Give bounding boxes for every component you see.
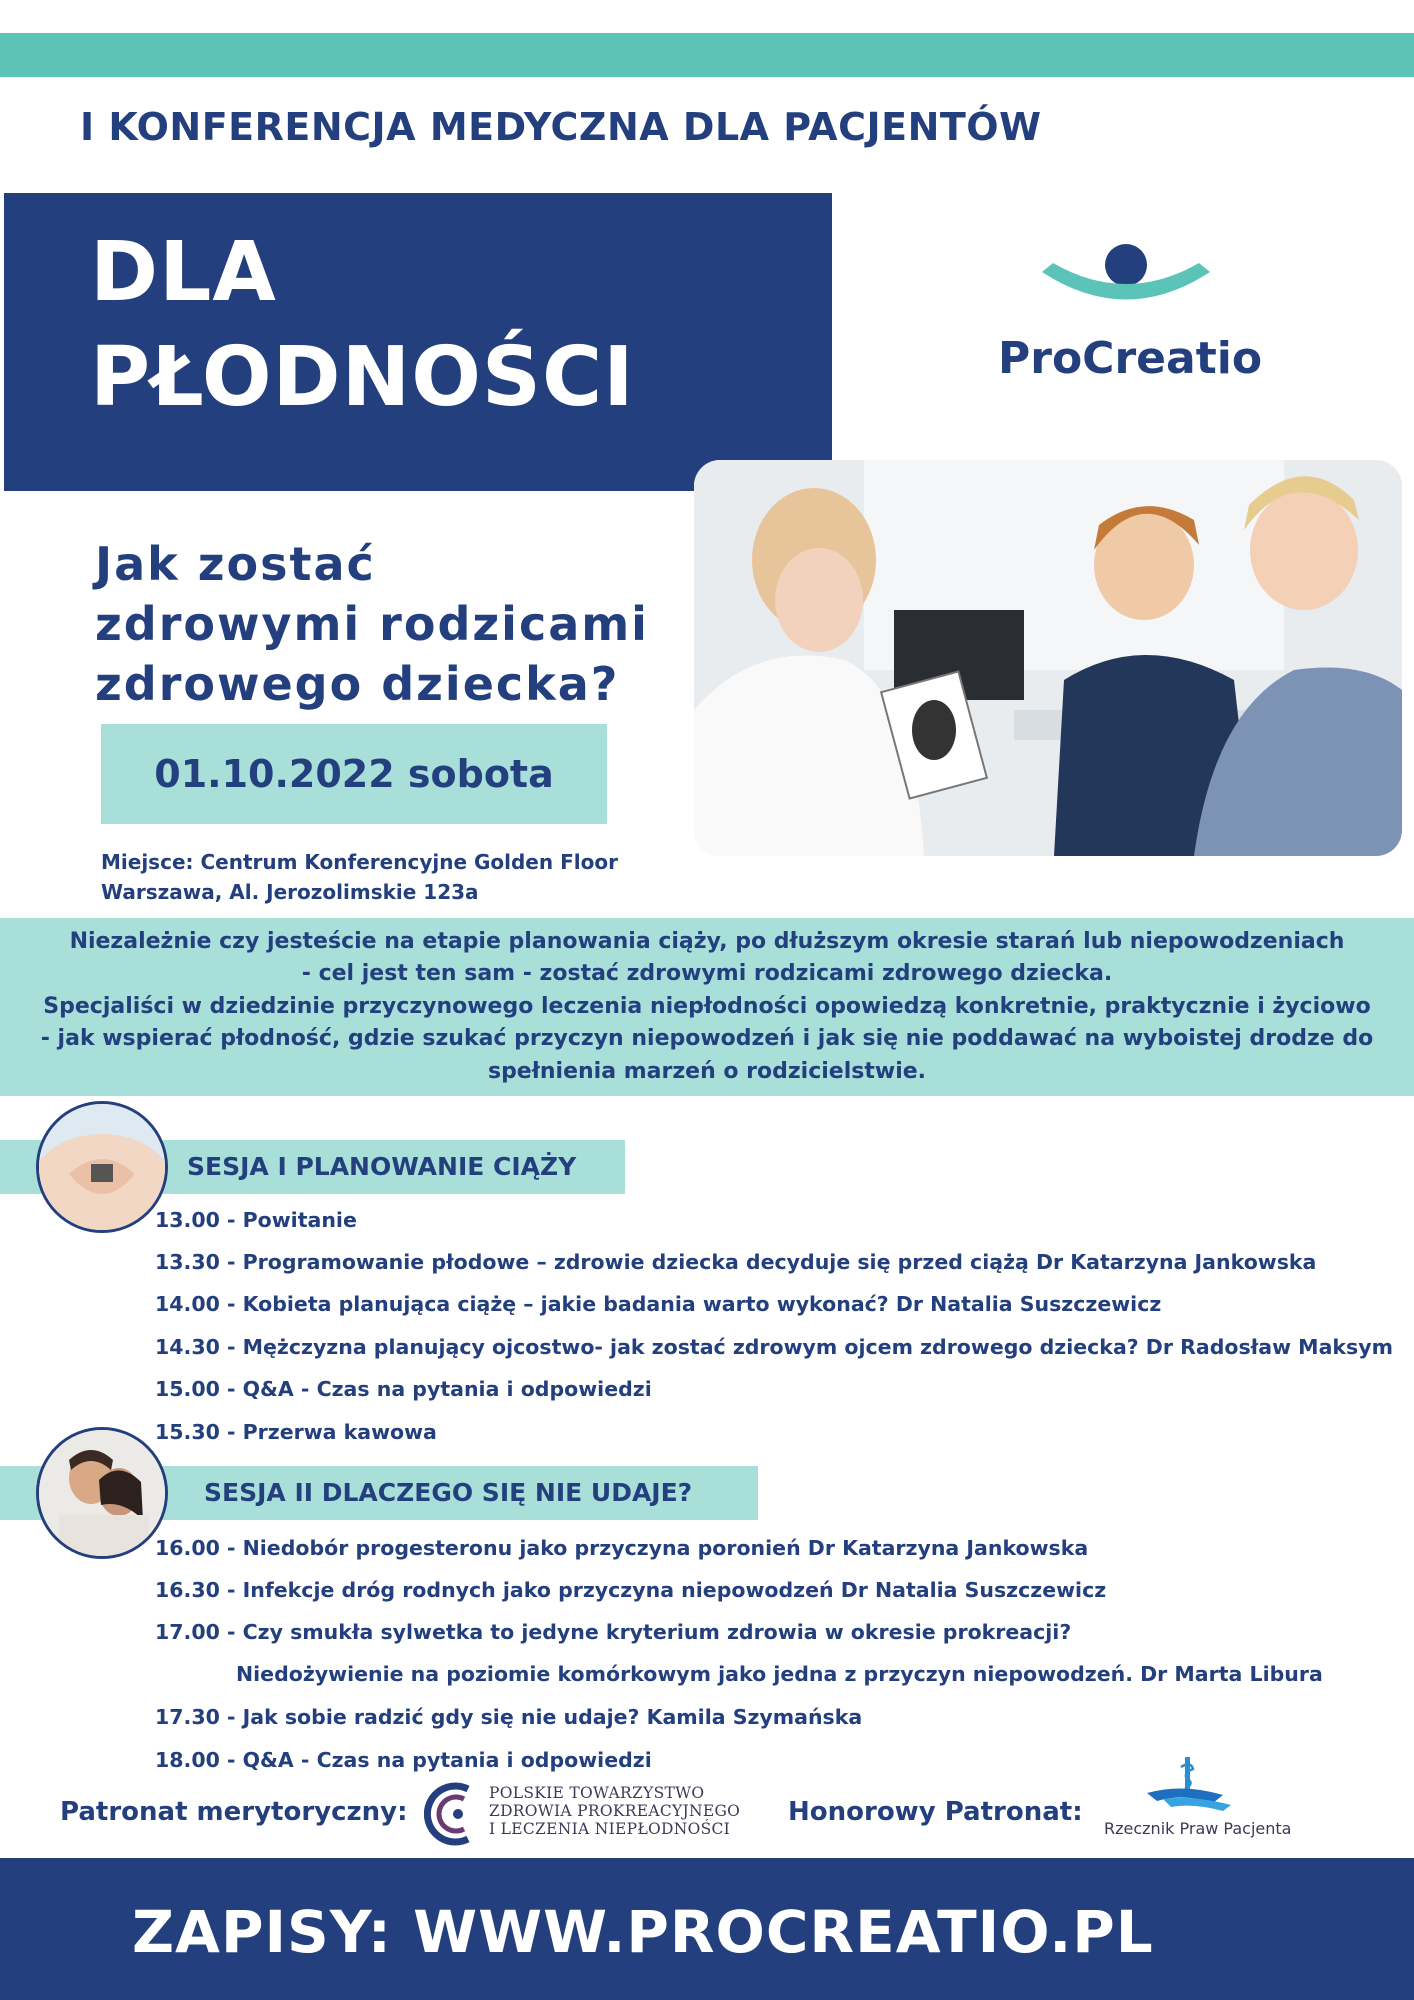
consultation-photo [694, 460, 1402, 856]
agenda-item: 15.00 - Q&A - Czas na pytania i odpowiedzi [155, 1377, 652, 1401]
agenda-item: 16.30 - Infekcje dróg rodnych jako przyczyna niepowodzeń Dr Natalia Suszczewicz [155, 1578, 1107, 1602]
ptz-name-line: ZDROWIA PROKREACYJNEGO [489, 1802, 741, 1820]
agenda-item: 16.00 - Niedobór progesteronu jako przyczyna poronień Dr Katarzyna Jankowska [155, 1536, 1089, 1560]
date-box [101, 724, 607, 824]
procreatio-logo-text: ProCreatio [998, 333, 1263, 384]
agenda-item: 15.30 - Przerwa kawowa [155, 1420, 437, 1444]
ptz-name-line: POLSKIE TOWARZYSTWO [489, 1784, 705, 1802]
conference-title: I KONFERENCJA MEDYCZNA DLA PACJENTÓW [80, 105, 1042, 149]
agenda-item: 17.30 - Jak sobie radzić gdy się nie udaje? Kamila Szymańska [155, 1705, 863, 1729]
agenda-item: 14.30 - Mężczyzna planujący ojcostwo- jak zostać zdrowym ojcem zdrowego dziecka? Dr Radosław Maksym [155, 1335, 1393, 1359]
agenda-item: 18.00 - Q&A - Czas na pytania i odpowiedzi [155, 1748, 652, 1772]
question-line-2: zdrowymi rodzicami [95, 597, 649, 651]
place-line-2: Warszawa, Al. Jerozolimskie 123a [101, 880, 479, 904]
description-line: - cel jest ten sam - zostać zdrowymi rodzicami zdrowego dziecka. [301, 961, 1113, 986]
place-line-1: Miejsce: Centrum Konferencyjne Golden Floor [101, 850, 618, 874]
session1-pregnancy-image [36, 1101, 168, 1233]
merit-patronage-label: Patronat merytoryczny: [60, 1797, 408, 1827]
description-line: Niezależnie czy jesteście na etapie planowania ciąży, po dłuższym okresie starań lub niepowodzeniach [69, 929, 1345, 954]
title-line-1: DLA [90, 225, 277, 320]
description-line: Specjaliści w dziedzinie przyczynowego leczenia niepłodności opowiedzą konkretnie, praktycznie i życiowo [43, 994, 1371, 1019]
session2-title: SESJA II DLACZEGO SIĘ NIE UDAJE? [204, 1478, 693, 1507]
description-line: - jak wspierać płodność, gdzie szukać przyczyn niepowodzeń i jak się nie poddawać na wyboistej drodze do [40, 1026, 1374, 1051]
question-line-3: zdrowego dziecka? [95, 657, 620, 711]
title-line-2: PŁODNOŚCI [90, 330, 635, 425]
signup-url[interactable]: ZAPISY: WWW.PROCREATIO.PL [132, 1898, 1154, 1966]
ptz-name-line: I LECZENIA NIEPŁODNOŚCI [489, 1820, 731, 1838]
agenda-item: 13.00 - Powitanie [155, 1208, 357, 1232]
ptz-logo-icon [424, 1781, 482, 1847]
question-line-1: Jak zostać [95, 537, 376, 591]
description-line: spełnienia marzeń o rodzicielstwie. [487, 1059, 927, 1084]
headline-question [95, 534, 695, 714]
event-place [101, 847, 618, 907]
rpp-name: Rzecznik Praw Pacjenta [1104, 1819, 1292, 1838]
session2-couple-image [36, 1427, 168, 1559]
agenda-item: 13.30 - Programowanie płodowe – zdrowie dziecka decyduje się przed ciążą Dr Katarzyna Jankowska [155, 1250, 1317, 1274]
agenda-item: 14.00 - Kobieta planująca ciążę – jakie badania warto wykonać? Dr Natalia Suszczewicz [155, 1292, 1162, 1316]
rpp-logo-icon [1143, 1755, 1235, 1815]
session1-title: SESJA I PLANOWANIE CIĄŻY [187, 1152, 577, 1181]
honorary-patronage-label: Honorowy Patronat: [788, 1797, 1083, 1827]
top-stripe [0, 33, 1414, 77]
agenda-item-continuation: Niedożywienie na poziomie komórkowym jako jedna z przyczyn niepowodzeń. Dr Marta Libura [236, 1662, 1323, 1686]
event-date: 01.10.2022 sobota [154, 752, 554, 796]
agenda-item: 17.00 - Czy smukła sylwetka to jedyne kryterium zdrowia w okresie prokreacji? [155, 1620, 1072, 1644]
